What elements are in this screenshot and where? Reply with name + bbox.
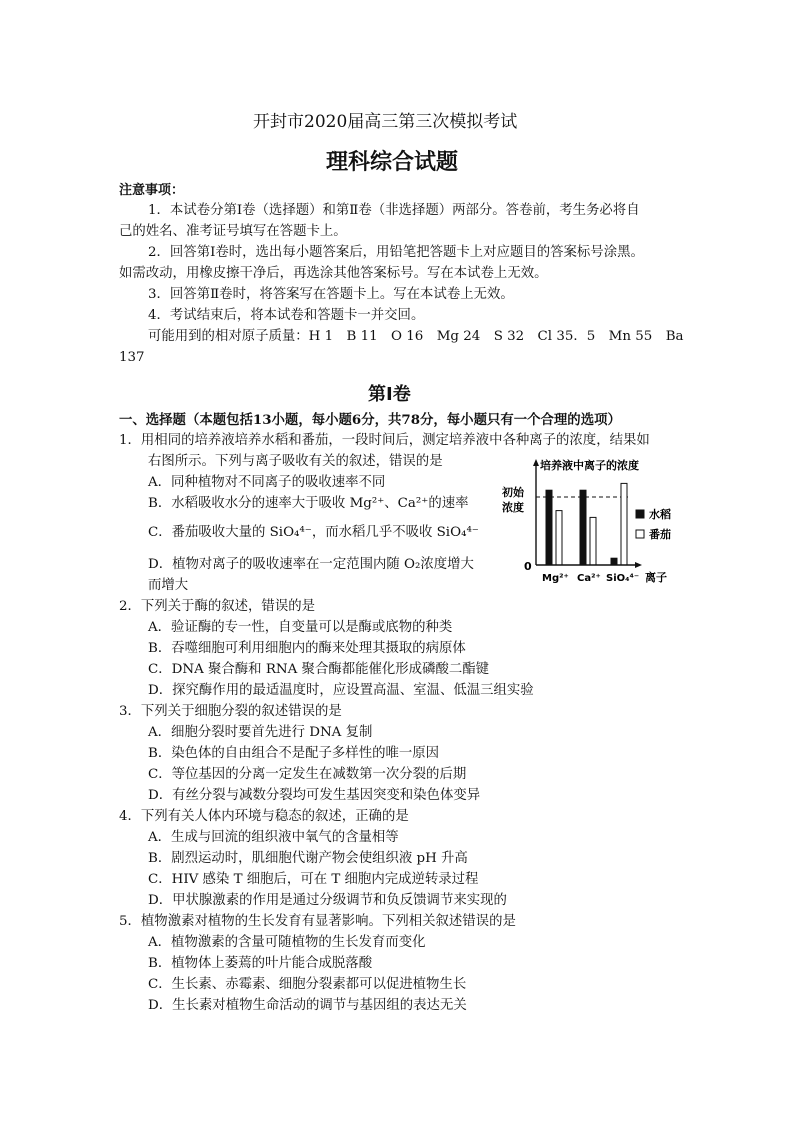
- section-heading: 一、选择题（本题包括13小题，每小题6分，共78分，每小题只有一个合理的选项）: [119, 412, 621, 428]
- chart-xlabel: 离子: [645, 571, 667, 584]
- notice-heading: 注意事项：: [119, 183, 185, 198]
- q5-option-c: C．生长素、赤霉素、细胞分裂素都可以促进植物生长: [148, 977, 467, 992]
- atomic-masses-line-2: 137: [119, 350, 145, 365]
- chart-ylabel-line-1: 初始: [502, 486, 524, 499]
- q2-stem: 2．下列关于酶的叙述，错误的是: [119, 599, 315, 614]
- legend-label-tomato: 番茄: [649, 528, 671, 541]
- q4-option-c: C．HIV 感染 T 细胞后，可在 T 细胞内完成逆转录过程: [148, 872, 479, 887]
- q3-option-d: D．有丝分裂与减数分裂均可发生基因突变和染色体变异: [148, 788, 481, 803]
- q5-option-b: B．植物体上萎蔫的叶片能合成脱落酸: [148, 956, 373, 971]
- chart-tick-mg: Mg²⁺: [542, 573, 569, 584]
- bar-rice-sio4: [611, 558, 617, 565]
- bar-tomato-sio4: [621, 483, 627, 565]
- q2-option-a: A．验证酶的专一性，自变量可以是酶或底物的种类: [148, 620, 453, 635]
- q3-option-b: B．染色体的自由组合不是配子多样性的唯一原因: [148, 746, 440, 761]
- notice-item-2-line-2: 如需改动，用橡皮擦干净后，再选涂其他答案标号。写在本试卷上无效。: [119, 266, 548, 281]
- ion-concentration-chart: [498, 455, 678, 590]
- q5-stem: 5．植物激素对植物的生长发育有显著影响。下列相关叙述错误的是: [119, 914, 516, 929]
- q1-option-a: A．同种植物对不同离子的吸收速率不同: [148, 475, 386, 490]
- notice-item-1-line-2: 己的姓名、准考证号填写在答题卡上。: [119, 224, 347, 239]
- q2-option-d: D．探究酶作用的最适温度时，应设置高温、室温、低温三组实验: [148, 683, 534, 698]
- q1-option-c: C．番茄吸收大量的 SiO₄⁴⁻，而水稻几乎不吸收 SiO₄⁴⁻: [148, 525, 479, 540]
- q1-option-d-line-1: D．植物对离子的吸收速率在一定范围内随 O₂浓度增大: [148, 557, 474, 572]
- chart-tick-sio4: SiO₄⁴⁻: [606, 573, 640, 584]
- q3-stem: 3．下列关于细胞分裂的叙述错误的是: [119, 704, 342, 719]
- bar-tomato-mg: [556, 511, 562, 565]
- q3-option-c: C．等位基因的分离一定发生在减数第一次分裂的后期: [148, 767, 467, 782]
- chart-origin-label: 0: [524, 560, 532, 573]
- q5-option-a: A．植物激素的含量可随植物的生长发育而变化: [148, 935, 426, 950]
- notice-item-3: 3．回答第Ⅱ卷时，将答案写在答题卡上。写在本试卷上无效。: [148, 287, 514, 302]
- q2-option-b: B．吞噬细胞可利用细胞内的酶来处理其摄取的病原体: [148, 641, 466, 656]
- q3-option-a: A．细胞分裂时要首先进行 DNA 复制: [148, 725, 373, 740]
- q1-option-d-line-2: 而增大: [148, 578, 189, 593]
- legend-label-rice: 水稻: [649, 508, 671, 521]
- chart-plot-area: [536, 483, 628, 565]
- chart-title: 培养液中离子的浓度: [540, 459, 639, 472]
- exam-title: 开封市2020届高三第三次模拟考试: [253, 112, 518, 132]
- bar-rice-ca: [580, 490, 586, 565]
- q2-option-c: C．DNA 聚合酶和 RNA 聚合酶都能催化形成磷酸二酯键: [148, 662, 490, 677]
- x-axis-arrow-icon: [635, 562, 642, 568]
- bar-tomato-ca: [590, 517, 596, 565]
- q5-option-d: D．生长素对植物生命活动的调节与基因组的表达无关: [148, 998, 467, 1013]
- q1-stem-line-1: 1．用相同的培养液培养水稻和番茄，一段时间后，测定培养液中各种离子的浓度，结果如: [119, 433, 650, 448]
- q1-stem-line-2: 右图所示。下列与离子吸收有关的叙述，错误的是: [148, 454, 443, 469]
- chart-tick-ca: Ca²⁺: [577, 573, 601, 584]
- notice-item-2-line-1: 2．回答第Ⅰ卷时，选出每小题答案后，用铅笔把答题卡上对应题目的答案标号涂黑。: [148, 245, 644, 260]
- y-axis-arrow-icon: [533, 459, 539, 466]
- notice-item-4: 4．考试结束后，将本试卷和答题卡一并交回。: [148, 308, 425, 323]
- q1-option-b: B．水稻吸收水分的速率大于吸收 Mg²⁺、Ca²⁺的速率: [148, 496, 469, 511]
- q4-option-a: A．生成与回流的组织液中氧气的含量相等: [148, 830, 399, 845]
- legend-swatch-tomato: [636, 530, 644, 538]
- bar-rice-mg: [546, 490, 552, 565]
- q4-option-d: D．甲状腺激素的作用是通过分级调节和负反馈调节来实现的: [148, 893, 507, 908]
- legend-swatch-rice: [636, 510, 644, 518]
- chart-ylabel-line-2: 浓度: [502, 501, 524, 514]
- q4-stem: 4．下列有关人体内环境与稳态的叙述，正确的是: [119, 809, 409, 824]
- notice-item-1-line-1: 1．本试卷分第Ⅰ卷（选择题）和第Ⅱ卷（非选择题）两部分。答卷前，考生务必将自: [148, 203, 640, 218]
- q4-option-b: B．剧烈运动时，肌细胞代谢产物会使组织液 pH 升高: [148, 851, 468, 866]
- paper-title: 理科综合试题: [326, 150, 459, 175]
- section-title: 第Ⅰ卷: [368, 384, 411, 405]
- atomic-masses-line-1: 可能用到的相对原子质量：H 1 B 11 O 16 Mg 24 S 32 Cl 35．5 Mn 55 Ba: [148, 329, 684, 344]
